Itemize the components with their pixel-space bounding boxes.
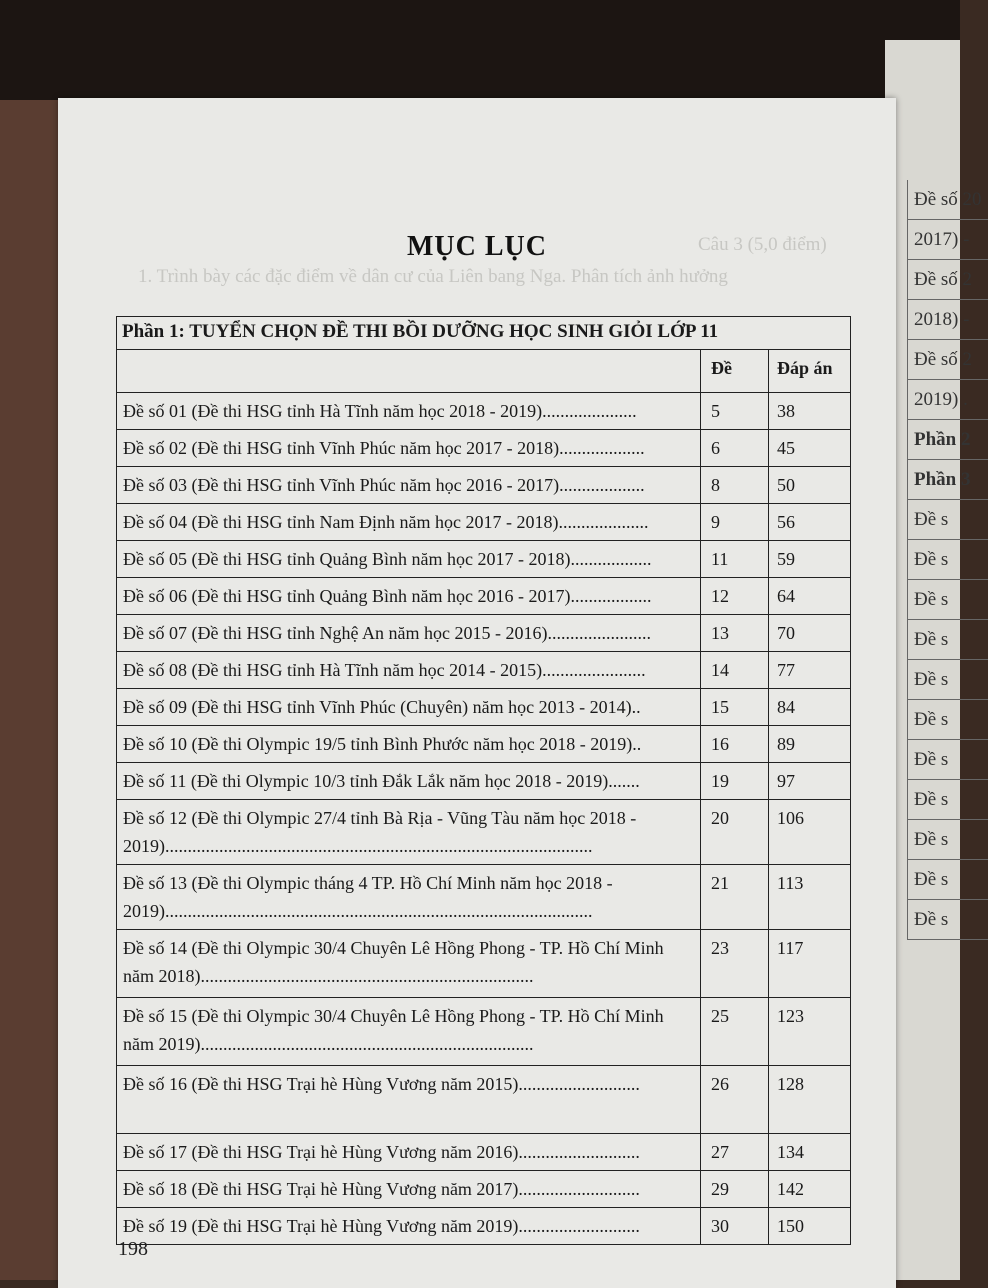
toc-entry-answer-page: 142: [769, 1171, 851, 1208]
page-title: MỤC LỤC: [407, 231, 547, 262]
adjacent-page-row: Đề s: [908, 780, 988, 820]
toc-entry-de-page: 8: [701, 467, 769, 504]
adjacent-page: [885, 40, 982, 1280]
toc-entry-title: Đề số 14 (Đề thi Olympic 30/4 Chuyên Lê Hồng Phong - TP. Hồ Chí Minh năm 2018)..........................................................................: [117, 930, 701, 998]
table-of-contents: [116, 316, 851, 1245]
adjacent-page-row: Đề s: [908, 500, 988, 540]
document-page: [58, 98, 896, 1288]
toc-entry-title: Đề số 13 (Đề thi Olympic tháng 4 TP. Hồ Chí Minh năm học 2018 - 2019)...............................................................................................: [117, 865, 701, 930]
toc-entry-answer-page: 150: [769, 1208, 851, 1245]
toc-row: [117, 393, 851, 430]
toc-entry-de-page: 20: [701, 800, 769, 865]
bleed-through-text: 1. Trình bày các đặc điểm về dân cư của Liên bang Nga. Phân tích ảnh hưởng: [138, 266, 728, 287]
adjacent-page-row: Đề s: [908, 580, 988, 620]
toc-entry-de-page: 30: [701, 1208, 769, 1245]
toc-entry-answer-page: 106: [769, 800, 851, 865]
toc-entry-answer-page: 64: [769, 578, 851, 615]
adjacent-page-row: 2017) -: [908, 220, 988, 260]
toc-row: [117, 865, 851, 930]
toc-entry-answer-page: 77: [769, 652, 851, 689]
toc-entry-title: Đề số 09 (Đề thi HSG tỉnh Vĩnh Phúc (Chuyên) năm học 2013 - 2014)..: [117, 689, 701, 726]
toc-entry-title: Đề số 15 (Đề thi Olympic 30/4 Chuyên Lê Hồng Phong - TP. Hồ Chí Minh năm 2019)..........................................................................: [117, 998, 701, 1066]
adjacent-page-row: Đề s: [908, 900, 988, 940]
adjacent-page-row: Phần 3: [908, 460, 988, 500]
part-heading: Phần 1: TUYỂN CHỌN ĐỀ THI BỒI DƯỠNG HỌC SINH GIỎI LỚP 11: [117, 317, 851, 350]
toc-entry-answer-page: 128: [769, 1066, 851, 1134]
toc-entry-title: Đề số 10 (Đề thi Olympic 19/5 tỉnh Bình Phước năm học 2018 - 2019)..: [117, 726, 701, 763]
toc-entry-title: Đề số 16 (Đề thi HSG Trại hè Hùng Vương năm 2015)...........................: [117, 1066, 701, 1134]
toc-entry-answer-page: 84: [769, 689, 851, 726]
toc-entry-de-page: 5: [701, 393, 769, 430]
toc-row: [117, 998, 851, 1066]
toc-row: [117, 1066, 851, 1134]
toc-entry-de-page: 15: [701, 689, 769, 726]
toc-entry-de-page: 25: [701, 998, 769, 1066]
toc-entry-title: Đề số 12 (Đề thi Olympic 27/4 tỉnh Bà Rịa - Vũng Tàu năm học 2018 - 2019)...............................................................................................: [117, 800, 701, 865]
adjacent-page-row: Đề s: [908, 620, 988, 660]
adjacent-page-row: Đề số 2: [908, 340, 988, 380]
toc-row: [117, 800, 851, 865]
header-de: Đề: [701, 350, 769, 393]
toc-entry-de-page: 16: [701, 726, 769, 763]
toc-row: [117, 930, 851, 998]
adjacent-page-row: Đề s: [908, 740, 988, 780]
adjacent-page-table: [907, 180, 988, 940]
toc-entry-title: Đề số 01 (Đề thi HSG tỉnh Hà Tĩnh năm học 2018 - 2019).....................: [117, 393, 701, 430]
toc-row: [117, 652, 851, 689]
adjacent-page-row: Đề s: [908, 700, 988, 740]
toc-entry-answer-page: 56: [769, 504, 851, 541]
adjacent-page-row: Đề s: [908, 860, 988, 900]
toc-entry-answer-page: 113: [769, 865, 851, 930]
header-blank: [117, 350, 701, 393]
toc-entry-title: Đề số 08 (Đề thi HSG tỉnh Hà Tĩnh năm học 2014 - 2015).......................: [117, 652, 701, 689]
toc-row: [117, 430, 851, 467]
adjacent-page-row: 2019) .: [908, 380, 988, 420]
toc-row: [117, 578, 851, 615]
dark-background-top: [0, 0, 960, 110]
toc-entry-de-page: 19: [701, 763, 769, 800]
toc-entry-title: Đề số 06 (Đề thi HSG tỉnh Quảng Bình năm học 2016 - 2017)..................: [117, 578, 701, 615]
toc-row: [117, 467, 851, 504]
toc-entry-answer-page: 134: [769, 1134, 851, 1171]
toc-entry-de-page: 6: [701, 430, 769, 467]
part-heading-row: [117, 317, 851, 350]
toc-entry-answer-page: 38: [769, 393, 851, 430]
adjacent-page-row: Đề số 2: [908, 260, 988, 300]
toc-entry-de-page: 23: [701, 930, 769, 998]
toc-entry-title: Đề số 07 (Đề thi HSG tỉnh Nghệ An năm học 2015 - 2016).......................: [117, 615, 701, 652]
toc-entry-answer-page: 50: [769, 467, 851, 504]
toc-entry-answer-page: 70: [769, 615, 851, 652]
toc-entry-de-page: 26: [701, 1066, 769, 1134]
toc-row: [117, 689, 851, 726]
toc-entry-answer-page: 123: [769, 998, 851, 1066]
adjacent-page-row: 2018) -: [908, 300, 988, 340]
toc-row: [117, 1134, 851, 1171]
toc-entry-de-page: 9: [701, 504, 769, 541]
page-number: 198: [118, 1238, 148, 1260]
adjacent-page-row: Đề số 20: [908, 180, 988, 220]
toc-entry-title: Đề số 04 (Đề thi HSG tỉnh Nam Định năm học 2017 - 2018)....................: [117, 504, 701, 541]
toc-row: [117, 726, 851, 763]
toc-row: [117, 763, 851, 800]
adjacent-page-row: Đề s: [908, 820, 988, 860]
toc-entry-title: Đề số 17 (Đề thi HSG Trại hè Hùng Vương năm 2016)...........................: [117, 1134, 701, 1171]
toc-entry-de-page: 12: [701, 578, 769, 615]
toc-entry-de-page: 11: [701, 541, 769, 578]
bleed-through-text: Câu 3 (5,0 điểm): [698, 234, 827, 255]
header-dap-an: Đáp án: [769, 350, 851, 393]
column-header-row: [117, 350, 851, 393]
toc-entry-answer-page: 89: [769, 726, 851, 763]
toc-entry-title: Đề số 02 (Đề thi HSG tỉnh Vĩnh Phúc năm học 2017 - 2018)...................: [117, 430, 701, 467]
toc-entry-answer-page: 97: [769, 763, 851, 800]
toc-entry-title: Đề số 03 (Đề thi HSG tỉnh Vĩnh Phúc năm học 2016 - 2017)...................: [117, 467, 701, 504]
toc-entry-answer-page: 59: [769, 541, 851, 578]
toc-row: [117, 541, 851, 578]
adjacent-page-row: Phần 2: [908, 420, 988, 460]
toc-row: [117, 1171, 851, 1208]
toc-entry-title: Đề số 19 (Đề thi HSG Trại hè Hùng Vương năm 2019)...........................: [117, 1208, 701, 1245]
toc-row: [117, 504, 851, 541]
toc-entry-title: Đề số 18 (Đề thi HSG Trại hè Hùng Vương năm 2017)...........................: [117, 1171, 701, 1208]
toc-entry-de-page: 27: [701, 1134, 769, 1171]
toc-entry-de-page: 14: [701, 652, 769, 689]
toc-entry-answer-page: 117: [769, 930, 851, 998]
adjacent-page-row: Đề s: [908, 660, 988, 700]
toc-entry-title: Đề số 05 (Đề thi HSG tỉnh Quảng Bình năm học 2017 - 2018)..................: [117, 541, 701, 578]
adjacent-page-row: Đề s: [908, 540, 988, 580]
toc-entry-de-page: 21: [701, 865, 769, 930]
toc-entry-title: Đề số 11 (Đề thi Olympic 10/3 tỉnh Đắk Lắk năm học 2018 - 2019).......: [117, 763, 701, 800]
toc-row: [117, 1208, 851, 1245]
toc-entry-de-page: 29: [701, 1171, 769, 1208]
toc-row: [117, 615, 851, 652]
toc-entry-de-page: 13: [701, 615, 769, 652]
toc-entry-answer-page: 45: [769, 430, 851, 467]
